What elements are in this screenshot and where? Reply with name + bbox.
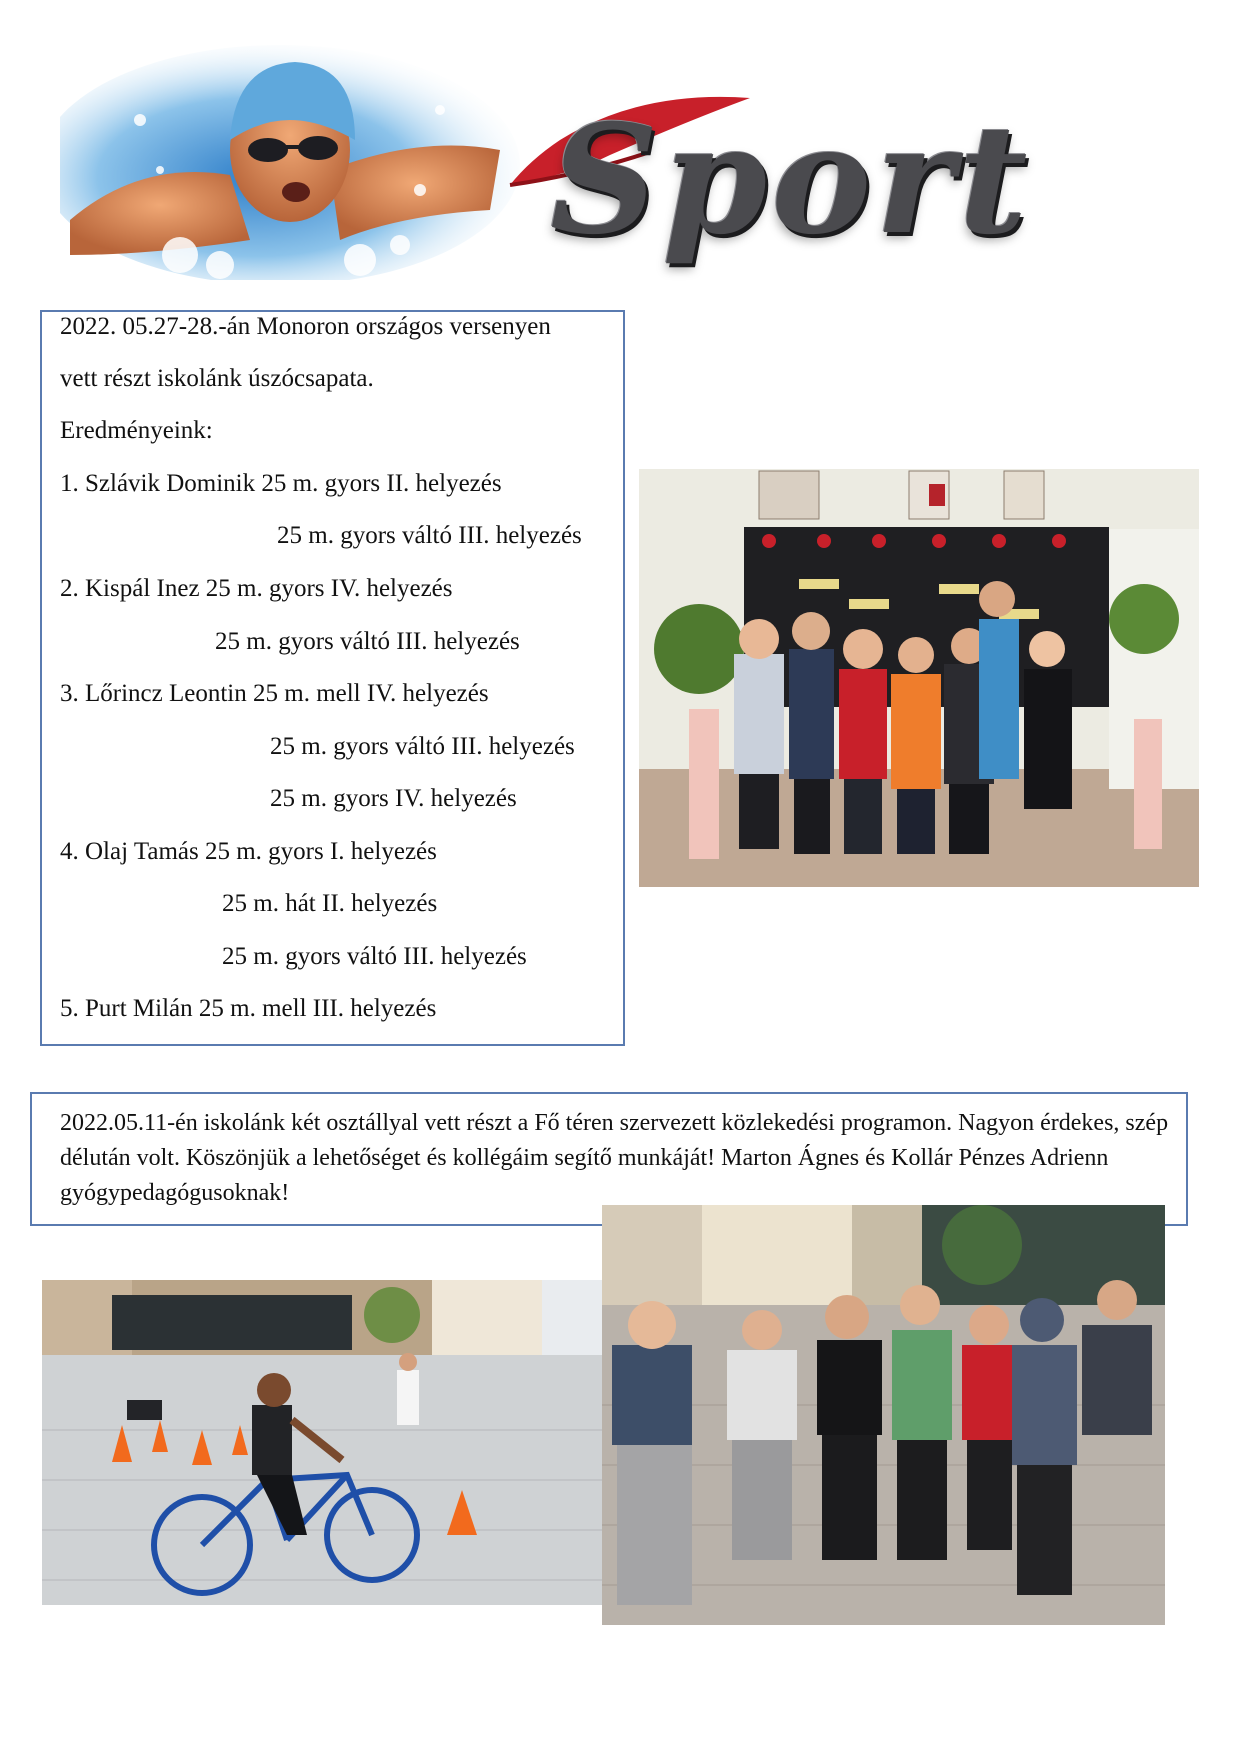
result-entry-5: 5. Purt Milán 25 m. mell III. helyezés xyxy=(60,995,437,1022)
results-intro-line2: vett részt iskolánk úszócsapata. xyxy=(60,365,374,392)
result-entry-4: 4. Olaj Tamás 25 m. gyors I. helyezés xyxy=(60,838,437,865)
result-entry-3-extra: 25 m. gyors IV. helyezés xyxy=(270,785,517,812)
results-intro-line1: 2022. 05.27-28.-án Monoron országos versenyen xyxy=(60,313,551,340)
result-entry-4-extra: 25 m. hát II. helyezés xyxy=(222,890,438,917)
result-entry-1-extra: 25 m. gyors váltó III. helyezés xyxy=(277,522,582,549)
swimmer-image xyxy=(60,40,520,280)
swim-results-box xyxy=(40,310,625,1046)
result-entry-2: 2. Kispál Inez 25 m. gyors IV. helyezés xyxy=(60,575,453,602)
sport-title: Sport xyxy=(550,92,1032,268)
bicycle-course-photo xyxy=(42,1280,602,1605)
results-heading: Eredményeink: xyxy=(60,417,213,444)
sport-logo xyxy=(490,80,1180,300)
result-entry-3: 3. Lőrincz Leontin 25 m. mell IV. helyezés xyxy=(60,680,489,707)
swim-team-photo xyxy=(639,469,1199,887)
traffic-event-text: 2022.05.11-én iskolánk két osztállyal vett részt a Fő téren szervezett közlekedési programon. Nagyon érdekes, szép délután volt. Köszönjük a lehetőséget és kollégáim segítő munkáját! Marton Ágnes és Kollár Pénzes Adrienn gyógypedagógusoknak! xyxy=(60,1110,1169,1206)
result-entry-1: 1. Szlávik Dominik 25 m. gyors II. helyezés xyxy=(60,470,502,497)
children-square-photo xyxy=(602,1205,1165,1625)
result-entry-3-extra: 25 m. gyors váltó III. helyezés xyxy=(270,733,575,760)
result-entry-4-extra: 25 m. gyors váltó III. helyezés xyxy=(222,943,527,970)
result-entry-2-extra: 25 m. gyors váltó III. helyezés xyxy=(215,628,520,655)
